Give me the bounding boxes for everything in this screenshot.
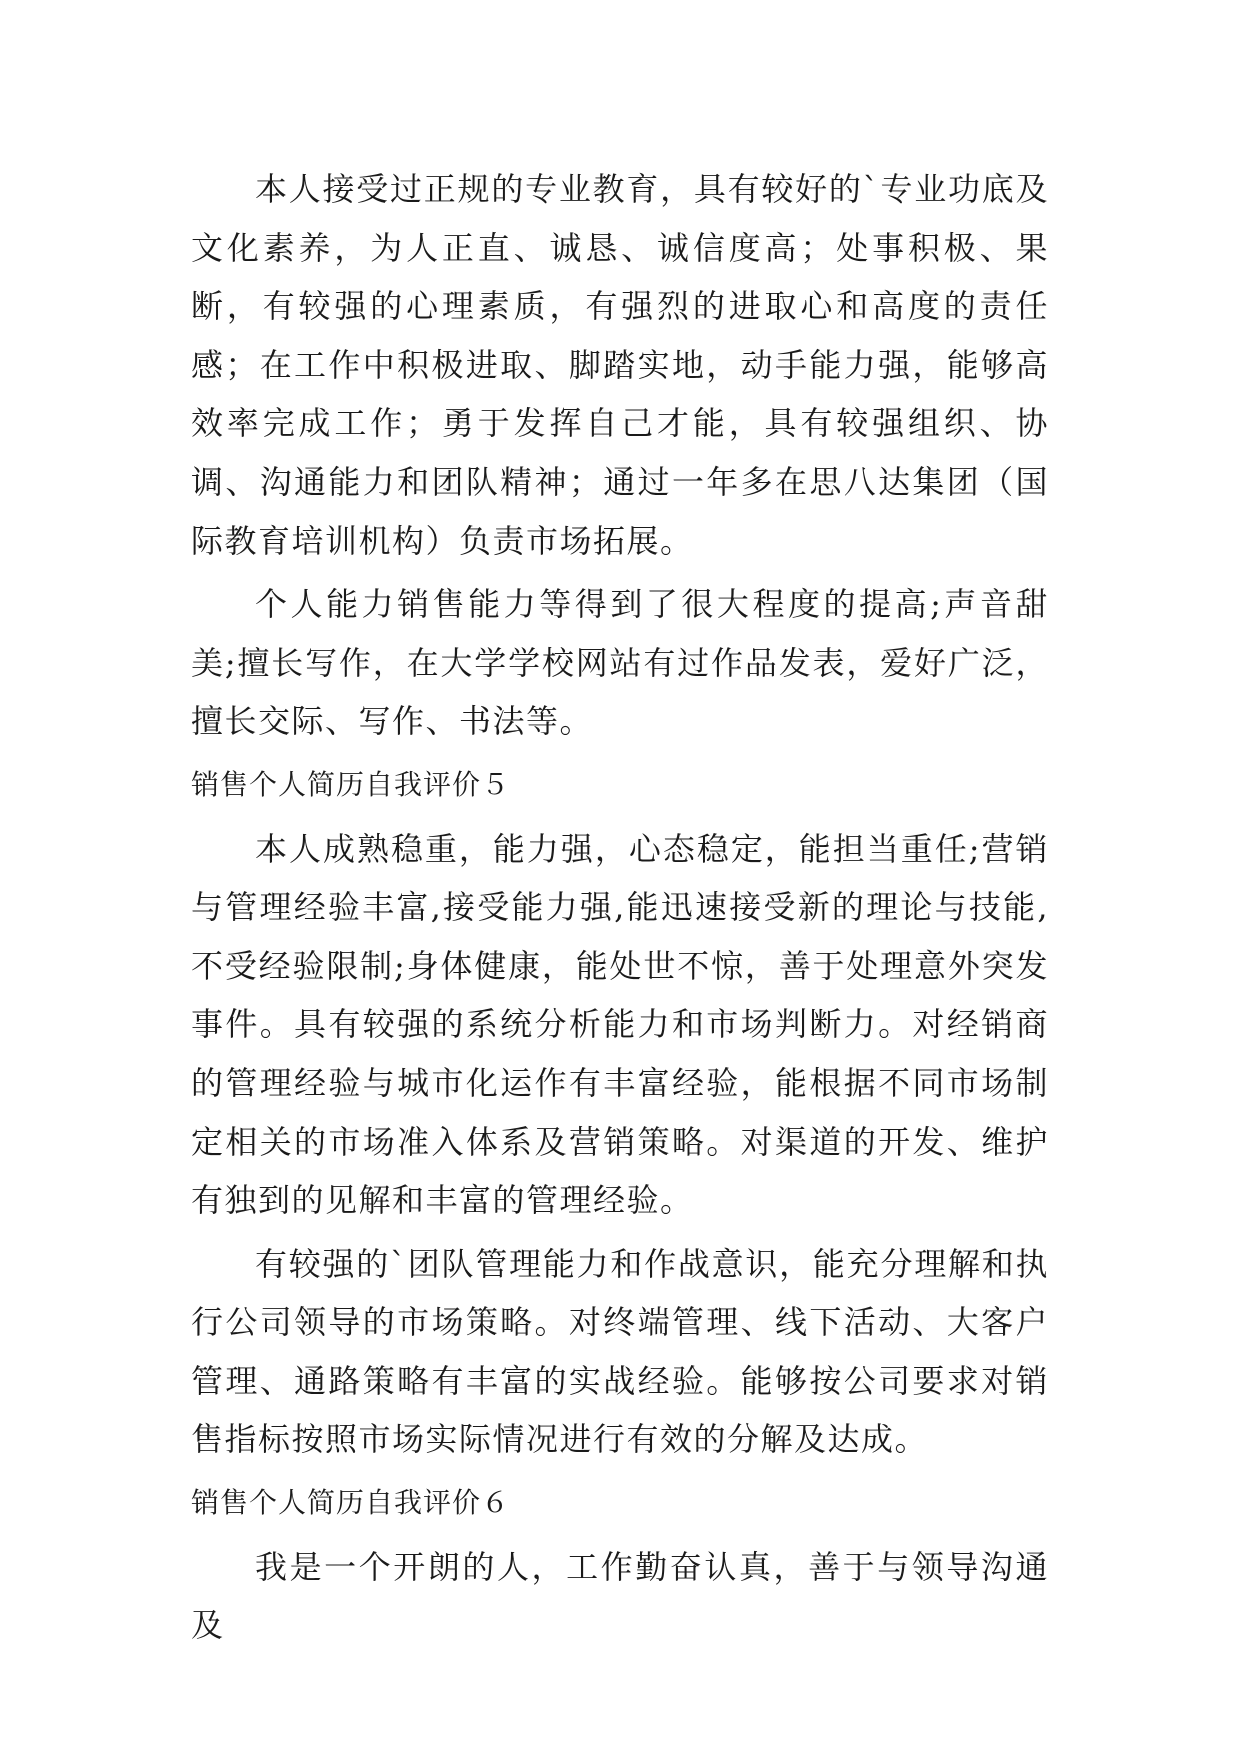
paragraph-education: 本人接受过正规的专业教育，具有较好的`专业功底及文化素养，为人正直、诚恳、诚信度高；处事积极、果断，有较强的心理素质，有强烈的进取心和高度的责任感；在工作中积极进取、脚踏实地，动手能力强，能够高效率完成工作；勇于发挥自己才能，具有较强组织、协调、沟通能力和团队精神；通过一年多在思八达集团（国际教育培训机构）负责市场拓展。	[191, 170, 1049, 560]
document-body	[191, 160, 1049, 1660]
paragraph-section5-1: 本人成熟稳重，能力强，心态稳定，能担当重任;营销与管理经验丰富,接受能力强,能迅速接受新的理论与技能,不受经验限制;身体健康，能处世不惊，善于处理意外突发事件。具有较强的系统分析能力和市场判断力。对经销商的管理经验与城市化运作有丰富经验，能根据不同市场制定相关的市场准入体系及营销策略。对渠道的开发、维护有独到的见解和丰富的管理经验。	[191, 829, 1049, 1220]
paragraph-section5-2: 有较强的`团队管理能力和作战意识，能充分理解和执行公司领导的市场策略。对终端管理、线下活动、大客户管理、通路策略有丰富的实战经验。能够按公司要求对销售指标按照市场实际情况进行有效的分解及达成。	[191, 1244, 1049, 1459]
paragraph-section6-1: 我是一个开朗的人，工作勤奋认真，善于与领导沟通及	[191, 1547, 1049, 1645]
section-heading-5: 销售个人简历自我评价５	[191, 767, 511, 801]
paragraph-abilities: 个人能力销售能力等得到了很大程度的提高;声音甜美;擅长写作，在大学学校网站有过作品发表，爱好广泛，擅长交际、写作、书法等。	[191, 585, 1049, 741]
section-heading-6: 销售个人简历自我评价６	[191, 1486, 511, 1520]
